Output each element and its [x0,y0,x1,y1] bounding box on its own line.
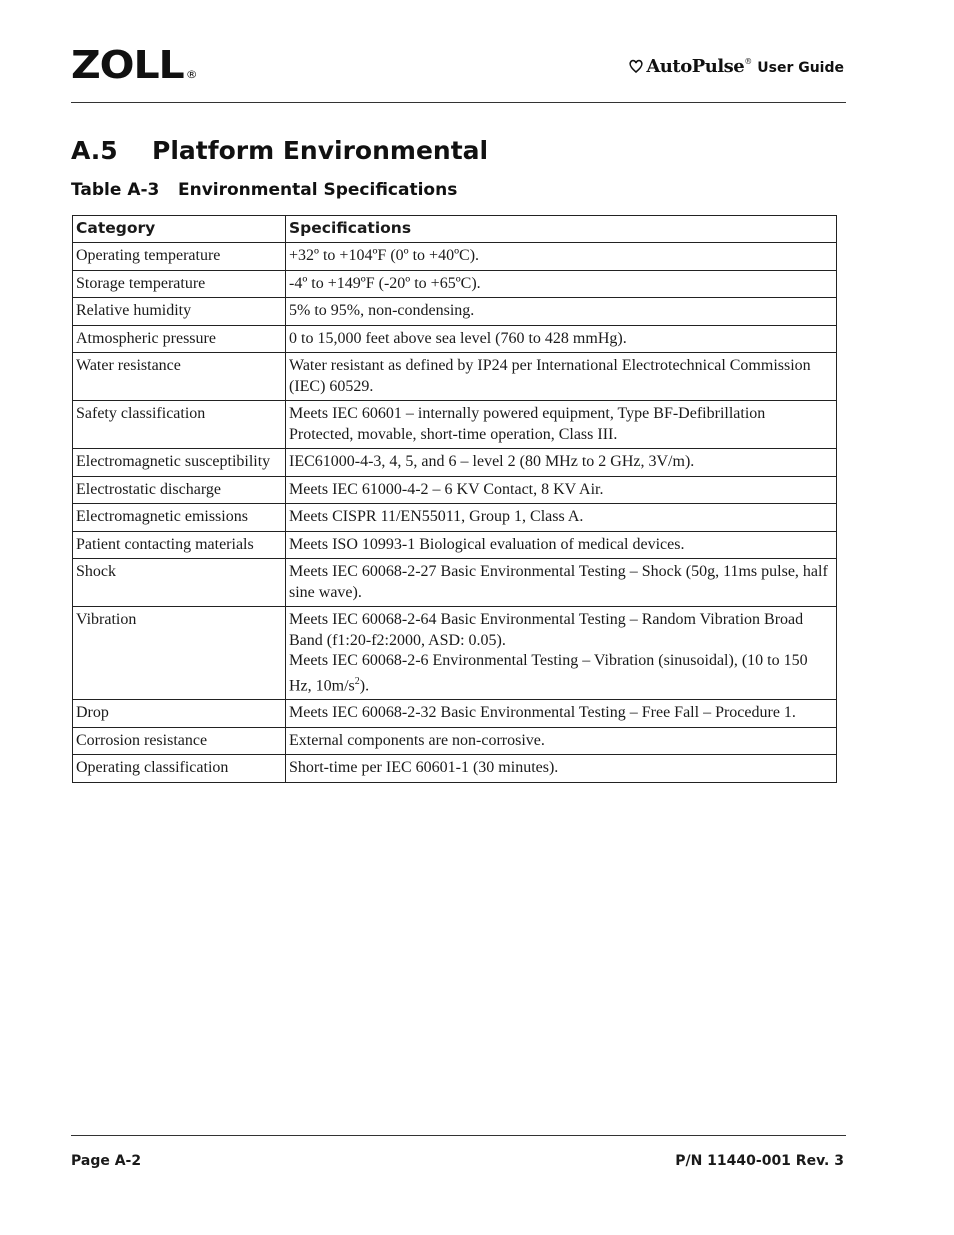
spec-cell: Short-time per IEC 60601-1 (30 minutes). [286,755,837,783]
category-cell: Electromagnetic susceptibility [73,449,286,477]
part-number: P/N 11440-001 Rev. 3 [675,1153,844,1169]
environmental-spec-table [72,215,837,783]
user-guide-label: User Guide [757,60,844,76]
category-cell: Corrosion resistance [73,727,286,755]
spec-cell: Meets IEC 60601 – internally powered equipment, Type BF-Defibrillation Protected, movable, short-time operation, Class III. [286,401,837,449]
spec-cell: Meets ISO 10993-1 Biological evaluation of medical devices. [286,531,837,559]
page-footer [71,1135,846,1169]
header-product [628,56,844,77]
category-cell: Relative humidity [73,298,286,326]
page-number: Page A-2 [71,1153,142,1169]
table-row [73,727,837,755]
vibration-spec-sinusoidal [289,651,833,696]
zoll-logo [71,43,198,87]
table-row [73,353,837,401]
category-cell: Drop [73,700,286,728]
category-cell: Patient contacting materials [73,531,286,559]
logo-registered-mark: ® [185,68,198,81]
table-row [73,531,837,559]
autopulse-brand: AutoPulse [646,56,745,77]
table-header-row [73,216,837,243]
table-row [73,401,837,449]
superscript: 2 [354,675,360,687]
logo-text: ZOLL [71,43,184,87]
header-specifications: Specifications [286,216,837,243]
spec-cell: Meets IEC 60068-2-32 Basic Environmental Testing – Free Fall – Procedure 1. [286,700,837,728]
spec-cell: +32º to +104ºF (0º to +40ºC). [286,243,837,271]
category-cell: Atmospheric pressure [73,325,286,353]
vibration-spec-text: Meets IEC 60068-2-6 Environmental Testing – Vibration (sinusoidal), (10 to 150 Hz, 10m/s [289,652,808,694]
category-cell: Safety classification [73,401,286,449]
category-cell: Shock [73,559,286,607]
spec-cell: -4º to +149ºF (-20º to +65ºC). [286,270,837,298]
category-cell: Operating temperature [73,243,286,271]
spec-cell: IEC61000-4-3, 4, 5, and 6 – level 2 (80 MHz to 2 GHz, 3V/m). [286,449,837,477]
table-row [73,700,837,728]
spec-cell: 0 to 15,000 feet above sea level (760 to 428 mmHg). [286,325,837,353]
vibration-spec-end: ). [359,676,370,694]
category-cell: Operating classification [73,755,286,783]
header-category: Category [73,216,286,243]
category-cell: Electrostatic discharge [73,476,286,504]
table-row [73,755,837,783]
table-row [73,270,837,298]
spec-cell: Water resistant as defined by IP24 per International Electrotechnical Commission (IEC) 60529. [286,353,837,401]
autopulse-registered-mark: ® [744,57,753,66]
table-row [73,559,837,607]
section-number: A.5 [71,136,118,165]
table-row [73,243,837,271]
spec-cell: Meets IEC 61000-4-2 – 6 KV Contact, 8 KV Air. [286,476,837,504]
table-title: Environmental Specifications [178,180,458,200]
category-cell: Vibration [73,607,286,700]
page-header [71,40,846,103]
section-heading [71,136,488,165]
table-row [73,476,837,504]
vibration-spec-random: Meets IEC 60068-2-64 Basic Environmental Testing – Random Vibration Broad Band (f1:20-f2:2000, ASD: 0.05). [289,611,804,649]
category-cell: Electromagnetic emissions [73,504,286,532]
spec-cell: Meets CISPR 11/EN55011, Group 1, Class A. [286,504,837,532]
table-caption [71,180,457,200]
category-cell: Storage temperature [73,270,286,298]
table-number: Table A-3 [71,180,160,200]
spec-cell [286,607,837,700]
category-cell: Water resistance [73,353,286,401]
spec-cell: Meets IEC 60068-2-27 Basic Environmental Testing – Shock (50g, 11ms pulse, half sine wave). [286,559,837,607]
table-row [73,449,837,477]
table-row-vibration [73,607,837,700]
spec-cell: 5% to 95%, non-condensing. [286,298,837,326]
spec-cell: External components are non-corrosive. [286,727,837,755]
table-row [73,504,837,532]
section-title: Platform Environmental [152,136,489,165]
autopulse-heart-icon [628,58,644,74]
table-row [73,298,837,326]
table-row [73,325,837,353]
